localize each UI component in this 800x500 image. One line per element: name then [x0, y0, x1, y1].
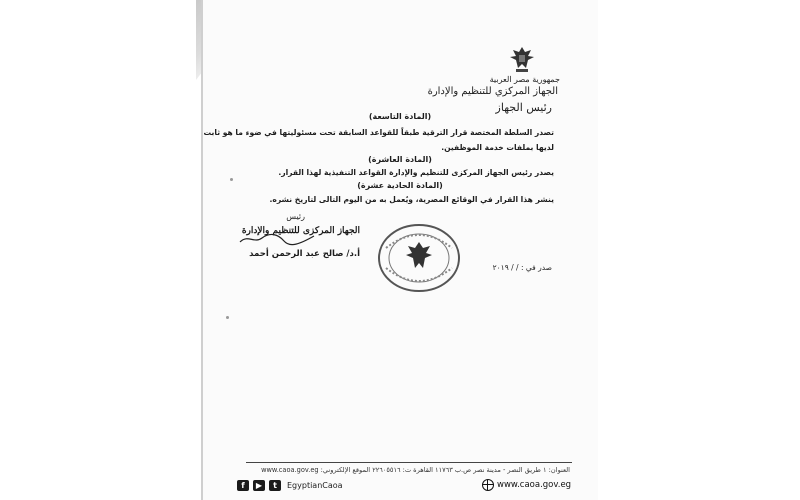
article-ninth-text-line2: لديها بملفات خدمة الموظفين. [441, 143, 554, 152]
background-right [598, 0, 800, 500]
website-link[interactable] [482, 478, 571, 492]
twitter-icon[interactable]: t [269, 480, 281, 491]
signatory-name: أ.د/ صالح عبد الرحمن أحمد [249, 249, 360, 259]
background-left [0, 0, 205, 500]
letterhead-office: رئيس الجهاز [495, 101, 552, 114]
article-tenth-text: يصدر رئيس الجهاز المركزى للتنظيم والإدارة القواعد التنفيذية لهذا القرار. [278, 168, 554, 177]
letterhead-country: جمهورية مصر العربية [489, 75, 560, 84]
official-seal-stamp [376, 222, 462, 294]
article-ninth-heading: (المادة التاسعة) [368, 112, 432, 121]
social-handle[interactable]: EgyptianCaoa [287, 480, 343, 490]
issue-date: صدر في : / / ٢٠١٩ [492, 263, 552, 272]
website-url[interactable]: www.caoa.gov.eg [497, 480, 572, 490]
signature-title: رئيس [286, 212, 305, 221]
egypt-eagle-emblem-icon [508, 44, 536, 74]
article-ninth-text-line1: تصدر السلطة المختصة قرار الترقية طبقاً للقواعد السابقة تحت مسئوليتها في ضوء ما هو ثابت [203, 128, 554, 137]
facebook-icon[interactable]: f [237, 480, 249, 491]
scan-speck [226, 316, 229, 319]
scan-speck [230, 178, 233, 181]
article-eleventh-text: ينشر هذا القرار في الوقائع المصرية، ويُعمل به من اليوم التالى لتاريخ نشره. [269, 195, 554, 204]
youtube-icon[interactable]: ▶ [253, 480, 265, 491]
footer-address: العنوان: ١ طريق النصر - مدينة نصر ص.ب ١١٧٦٣ القاهرة ت: ٢٢٦٠٥٥١٦ الموقع الإلكتروني: www.caoa.gov.eg [261, 466, 570, 474]
footer-divider [246, 462, 572, 463]
globe-icon [482, 479, 494, 491]
social-links [237, 478, 343, 492]
handwritten-signature [238, 232, 316, 246]
letterhead-organization: الجهاز المركزي للتنظيم والإدارة [427, 86, 558, 97]
article-eleventh-heading: (المادة الحادية عشرة) [357, 181, 443, 190]
signature-organization: الجهاز المركزى للتنظيم والإدارة [241, 226, 360, 236]
article-tenth-heading: (المادة العاشرة) [368, 155, 432, 164]
